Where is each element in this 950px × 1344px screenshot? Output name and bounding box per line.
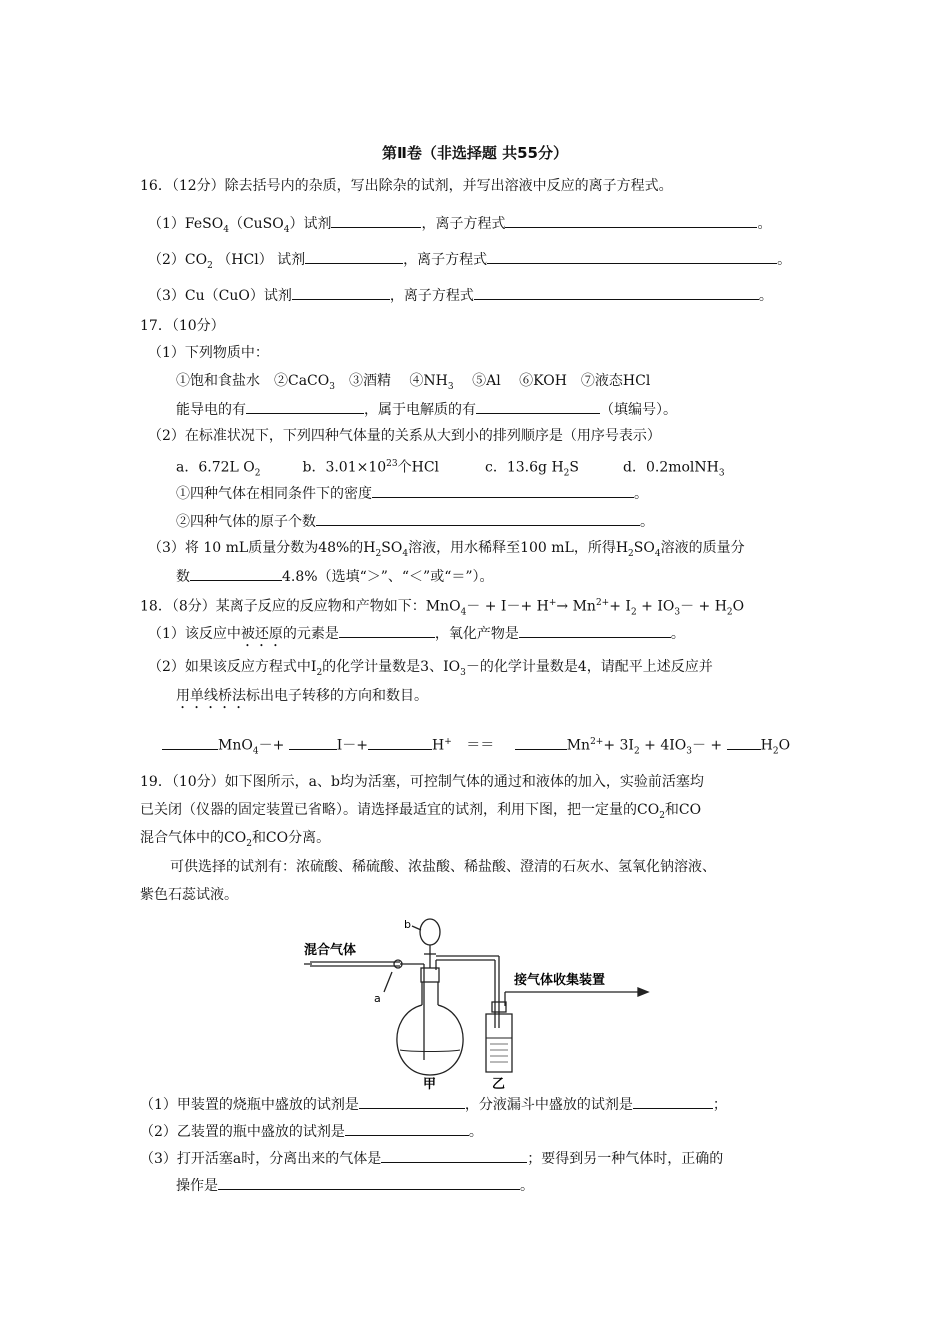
q17-1-list: ①饱和食盐水 ②CaCO$_3$ ③酒精 $④NH_3$ ⑤Al ⑥KOH ⑦液态HCl <box>176 373 651 392</box>
label-collect: 接气体收集装置 <box>514 973 606 988</box>
q19-1-funnel-blank[interactable] <box>633 1093 713 1109</box>
q16-stem: 16．（12分）除去括号内的杂质，写出除杂的试剂，并写出溶液中反应的离子方程式。 <box>140 178 673 194</box>
q18-coef-mn-blank[interactable] <box>515 734 567 750</box>
q18-coef-h2o-blank[interactable] <box>727 734 761 750</box>
q16-part1: （1）FeSO$_4$（CuSO$_4$）试剂 ，离子方程式 。 <box>148 212 771 232</box>
q18-equation: $MnO_4-+ I-+ H^+ == Mn^{2+}+ 3I_2 + 4IO_3- + H_2O$ <box>162 732 790 752</box>
q16-2-reagent-blank[interactable] <box>305 248 403 264</box>
label-mixed-gas: 混合气体 <box>304 943 357 958</box>
q17-1-conductive-blank[interactable] <box>246 398 364 414</box>
q16-part2: $(2)CO_2$ （HCl） 试剂 ，离子方程式 。 <box>148 248 791 268</box>
round-bottom-flask-icon <box>397 1005 463 1075</box>
q19-reagents-line2: 紫色石蕊试液。 <box>140 887 238 903</box>
q18-1-element-blank[interactable] <box>339 622 435 638</box>
q17-3-line1: （3）将 10 mL质量分数为48%的$H_2SO_4$溶液，用水稀释至100 mL，所得$H_2SO_4$溶液的质量分 <box>148 540 745 559</box>
q17-1-electrolyte-blank[interactable] <box>476 398 600 414</box>
q16-1-reagent-blank[interactable] <box>331 212 421 228</box>
q19-part3-line2: 操作是 。 <box>176 1174 534 1194</box>
q17-2-atoms-blank[interactable] <box>316 510 640 526</box>
q18-part2-line1: （2）如果该反应方程式中$I_2$的化学计量数是3、$IO_3-$的化学计量数是4，请配平上述反应并 <box>148 659 713 678</box>
q19-3-gas-blank[interactable] <box>381 1147 527 1163</box>
q19-stem-line2: 已关闭（仪器的固定装置已省略）。请选择最适宜的试剂，利用下图，把一定量的$CO_2$和CO <box>140 802 702 821</box>
q18-coef-h-blank[interactable] <box>368 734 432 750</box>
q19-reagents-line1: 可供选择的试剂有：浓硫酸、稀硫酸、浓盐酸、稀盐酸、澄清的石灰水、氢氧化钠溶液、 <box>170 859 716 875</box>
separatory-funnel-icon <box>420 919 440 945</box>
q16-part3: （3）Cu（CuO）试剂 ，离子方程式 。 <box>148 284 773 304</box>
q19-part3-line1: （3）打开活塞a时，分离出来的气体是 ；要得到另一种气体时，正确的 <box>140 1147 723 1167</box>
q17-2-options: a．6.72L $O_2$ b．$3.01\times 10^{23}$个HCl c．13.6g $H_2S$ d．0.2molNH$_3$ <box>176 459 725 479</box>
q19-part2: （2）乙装置的瓶中盛放的试剂是 。 <box>140 1120 483 1140</box>
label-jia: 甲 <box>423 1077 437 1090</box>
q17-2-density: ①四种气体在相同条件下的密度 。 <box>176 482 648 502</box>
q18-1-product-blank[interactable] <box>519 622 671 638</box>
q19-3-operation-blank[interactable] <box>218 1174 520 1190</box>
q19-stem-line1: 19．（10分）如下图所示，a、b均为活塞，可控制气体的通过和液体的加入，实验前活塞均 <box>140 774 704 790</box>
label-a: a <box>374 992 381 1005</box>
q19-2-bottle-blank[interactable] <box>345 1120 469 1136</box>
section-title: 第Ⅱ卷（非选择题 共55分） <box>382 144 568 162</box>
q16-3-equation-blank[interactable] <box>474 284 759 300</box>
q17-stem: 17．（10分） <box>140 318 225 334</box>
q17-1-question: 能导电的有 ，属于电解质的有 （填编号）。 <box>176 398 677 418</box>
q18-coef-mno4-blank[interactable] <box>162 734 218 750</box>
q19-1-flask-blank[interactable] <box>359 1093 465 1109</box>
apparatus-diagram <box>300 910 660 1090</box>
q17-2-atoms: ②四种气体的原子个数 。 <box>176 510 654 530</box>
q18-part1: （1）该反应中被还原的元素是 ，氧化产物是 。 <box>148 622 685 642</box>
q17-3-compare-blank[interactable] <box>190 565 282 581</box>
q18-coef-i-blank[interactable] <box>289 734 337 750</box>
q17-2-density-blank[interactable] <box>372 482 634 498</box>
q18-part2-line2: 用单线桥法标出电子转移的方向和数目。 <box>176 688 428 704</box>
arrow-right-icon <box>638 988 648 996</box>
q17-1-head: （1）下列物质中： <box>148 345 269 361</box>
q16-3-reagent-blank[interactable] <box>292 284 390 300</box>
q17-2-head: （2）在标准状况下，下列四种气体量的关系从大到小的排列顺序是（用序号表示） <box>148 428 661 444</box>
label-yi: 乙 <box>492 1077 506 1090</box>
label-b: b <box>404 918 411 931</box>
q19-part1: （1）甲装置的烧瓶中盛放的试剂是 ，分液漏斗中盛放的试剂是 ； <box>140 1093 727 1113</box>
q16-2-equation-blank[interactable] <box>487 248 777 264</box>
q19-stem-line3: 混合气体中的$CO_2$和CO分离。 <box>140 830 331 849</box>
q16-1-equation-blank[interactable] <box>505 212 757 228</box>
q17-3-line2: 数 4.8%（选填“＞”、“＜”或“＝”）。 <box>176 565 494 585</box>
q18-stem: 18．（8分）某离子反应的反应物和产物如下：$MnO_4- + I-+ H^+\to Mn^{2+}+ I_2 + IO_3- + H_2O$ <box>140 598 745 618</box>
